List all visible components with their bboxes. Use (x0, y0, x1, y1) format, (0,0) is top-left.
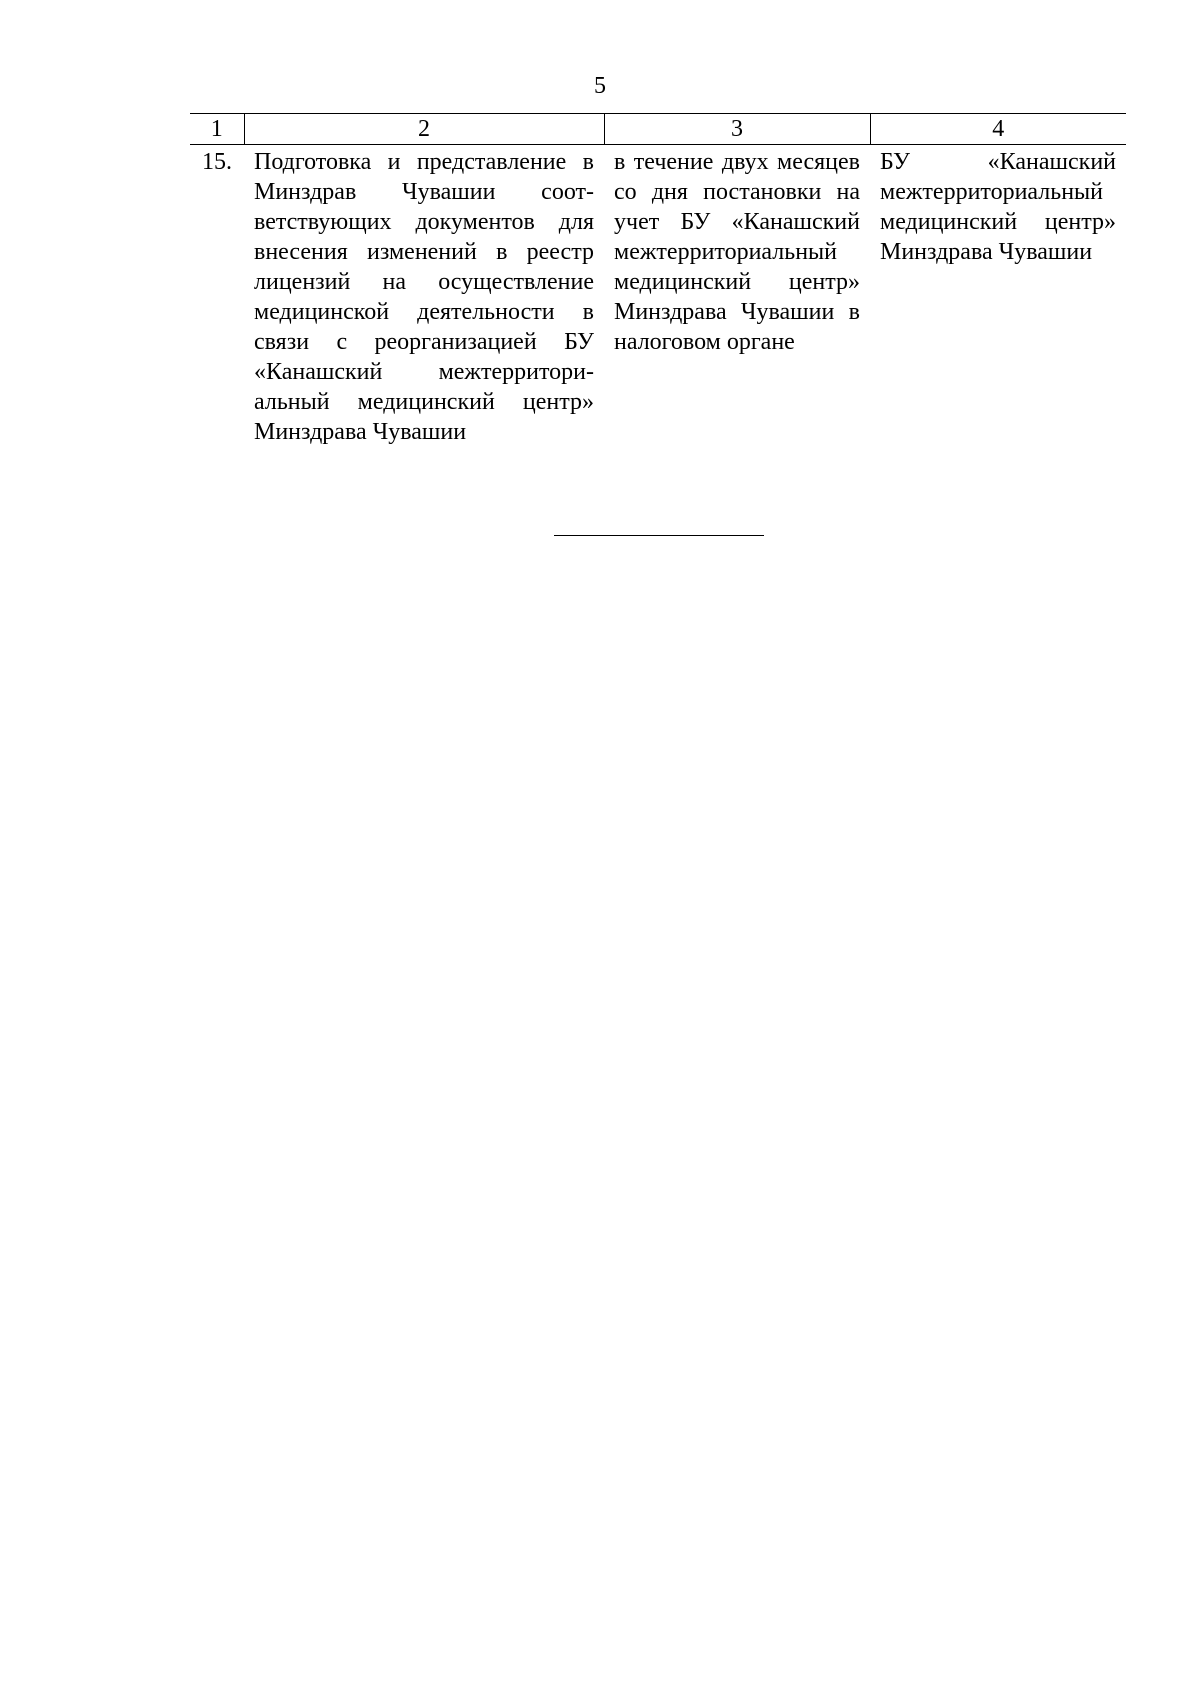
deadline-cell: в течение двух месяцев со дня постановки на учет БУ «Канашский межтерриториальный медицинский центр» Минздрава Чувашии в налоговом органе (614, 149, 860, 355)
action-cell: Подготовка и представление в Минздрав Чувашии соответствующих документов для внесения изменений в реестр лицензий на осуществление медицинской деятельности в связи с реорганизацией БУ «Канашский межтерриториальный медицинский центр» Минздрава Чувашии (254, 149, 594, 445)
table-header-row (190, 114, 1126, 145)
column-header-1: 1 (190, 114, 244, 145)
table-body (190, 145, 1126, 448)
table-row (190, 145, 1126, 448)
column-header-3: 3 (604, 114, 870, 145)
page-number: 5 (594, 73, 606, 99)
row-number-cell: 15. (202, 149, 232, 175)
column-header-4: 4 (870, 114, 1126, 145)
table-header (190, 114, 1126, 145)
column-header-2: 2 (244, 114, 604, 145)
document-table (190, 113, 1126, 447)
end-of-document-rule (554, 535, 764, 536)
responsible-cell: БУ «Канашский межтерриториальный медицинский центр» Минздрава Чувашии (880, 149, 1116, 265)
